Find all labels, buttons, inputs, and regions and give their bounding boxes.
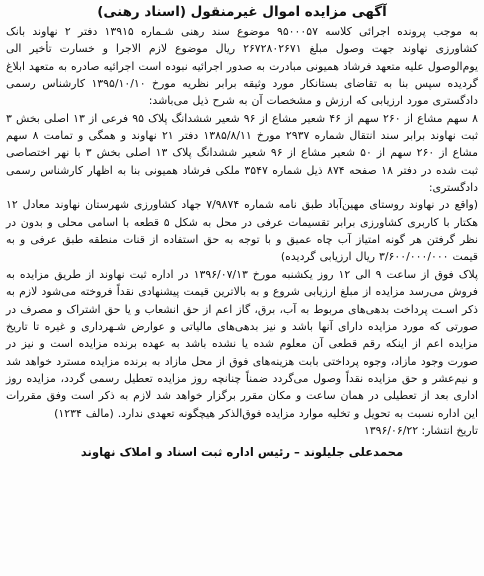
signature-line: محمدعلی جلیلوند – رئیس اداره ثبت اسناد و املاک نهاوند bbox=[80, 444, 404, 459]
notice-title: آگهی مزایده اموال غیرمنقول (اسناد رهنی) bbox=[97, 4, 387, 20]
paragraph-property-location: (واقع در نهاوند روستای مهین‌آباد طبق نامه شماره ۷/۹۸۷۴ جهاد کشاورزی شهرستان نهاوند معادل ۱۲ هکتار با کاربری کشاورزی برابر تقسیمات عرفی در محل به شکل ۵ قطعه با اسامی محلی و بدون در نظر گرفتن هر گونه امتیاز آب چاه عمیق و با توجه به حق استفاده از قنات منطقه طبق عرفی و به قیمت ۳/۶۰۰/۰۰۰/۰۰۰ ریال ارزیابی گردیده) bbox=[6, 198, 479, 264]
paragraph-auction-terms: پلاک فوق از ساعت ۹ الی ۱۲ روز یکشنبه مورخ ۱۳۹۶/۰۷/۱۳ در اداره ثبت نهاوند از طریق مزایده به فروش می‌رسد مزایده از مبلغ ارزیابی شروع و به بالاترین قیمت پیشنهادی نقداً فروخته می‌شود لازم به ذکر اسـت پرداخت بدهی‌های مربوط به آب، برق، گاز اعم از حق انشعاب و یا حق اشتراک و مصرف در صورتی که مورد مزایده دارای آنها باشد و نیز بدهی‌های مالیاتی و عوارض شـهرداری و غیره تا تاریخ مزایده اعم از اینکه رقم قطعی آن معلوم شده یا نشده باشد به عهده برنده مزایده است و نیز در صورت وجود مازاد، وجوه پرداختی بابت هزینه‌های فوق از محل مازاد به برنده مزایده مسترد خواهد شد و نیم‌عشر و حق مزایده نقداً وصول می‌گردد ضمناً چنانچه روز مزایده تعطیل رسمی گردد، مزایده روز اداری بعد از تعطیلی در همان ساعت و مکان مقرر برگزار خواهد شد لازم به ذکر است وفق مقررات این اداره نسبت به تحویل و تخلیه موارد مزایده فوق‌الذکر هیچگونه تعهدی ندارد. (مالف ۱۲۳۴) bbox=[6, 267, 479, 420]
notice-body bbox=[6, 23, 478, 422]
paragraph-property-shares: ۸ سهم مشاع از ۲۶۰ سهم از ۴۶ شعیر مشاع از ۹۶ شعیر ششدانگ پلاک ۹۵ فرعی از ۱۳ اصلی بخش ۳ ثبت نهاوند برابر سند انتقال شماره ۲۹۳۷ مورخ ۱۳۸۵/۸/۱۱ دفتر ۲۱ نهاوند و همگی و تمامت ۸ سهم مشاع از ۲۶۰ سهم از ۵۰ شعیر مشاع از ۹۶ شعیر ششدانگ پلاک ۱۳ اصلی بخش ۳ با نهر اختصاصی ثبت شده در دفتر ۱۸ صفحه ۸۷۴ ذیل شماره ۳۵۴۷ ملکی فرشاد همیونی بنا به اظهار کارشناس رسمی دادگستری: bbox=[6, 111, 478, 195]
publication-date: تاریخ انتشار: ۱۳۹۶/۰۶/۲۲ bbox=[363, 423, 478, 437]
paragraph-case-details: به موجب پرونده اجرائی کلاسه ۹۵۰۰۰۵۷ موضوع سند رهنی شـماره ۱۳۹۱۵ دفتر ۲ نهاوند بانک کشاورزی نهاوند جهت وصول مبلغ ۲۶۷۲۸۰۲۶۷۱ ریال موضوع لازم الاجرا و خسارت تأخیر الی یوم‌الوصول علیه متعهد فرشاد همیونی مبادرت به صدور اجرائیه نبوده است اجرائیه صادره به متعهد ابلاغ گردیده سپس بنا به تقاضای بستانکار مورد وثیقه برابر نظریه مورخ ۱۳۹۵/۱۰/۱۰ کارشناس رسمی دادگستری مورد ارزیابی که ارزش و مشخصات آن به شرح ذیل می‌باشد: bbox=[6, 25, 478, 108]
